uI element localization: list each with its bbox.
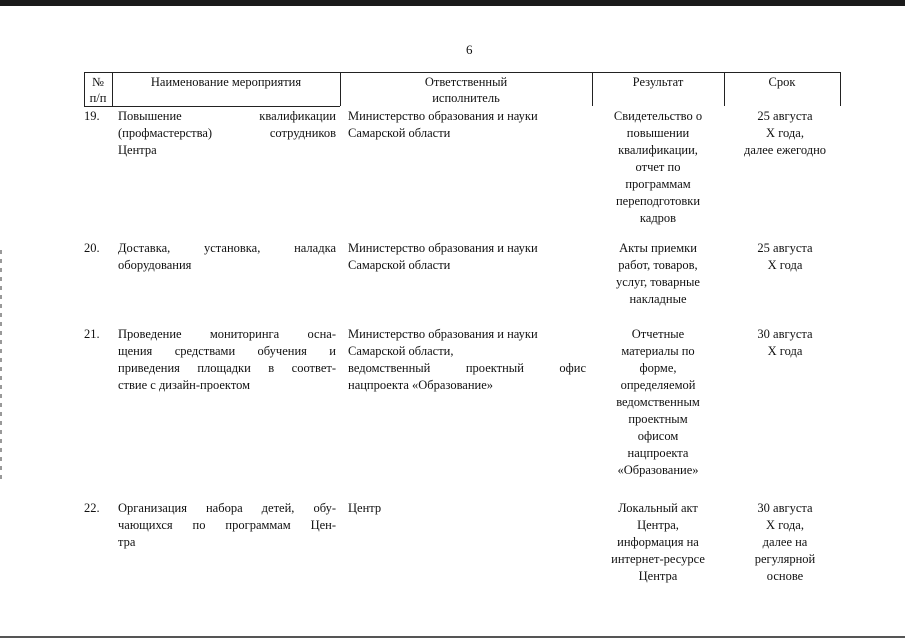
scan-bottom-border xyxy=(0,636,905,638)
page-number: 6 xyxy=(466,42,473,57)
row-deadline: 25 августа X года xyxy=(757,241,813,272)
header-name: Наименование мероприятия xyxy=(150,75,302,89)
row-responsible: Министерство образования и науки Самарской области xyxy=(348,109,538,140)
header-deadline: Срок xyxy=(768,75,796,89)
row-result: Акты приемки работ, товаров, услуг, товарные накладные xyxy=(616,241,700,306)
row-result: Отчетные материалы по форме, определяемой ведомственным проектным офисом нацпроекта «Образование» xyxy=(616,327,700,477)
row-name: Проведение мониторинга осна- щения средствами обучения и приведения площадки в соответ- ствие с дизайн-проектом xyxy=(118,327,336,392)
row-responsible: Министерство образования и науки Самарской области, ведомственный проектный офис нацпроекта «Образование» xyxy=(348,327,586,392)
row-result: Свидетельство о повышении квалификации, отчет по программам переподготовки кадров xyxy=(613,109,703,225)
header-responsible: Ответственный исполнитель xyxy=(424,75,508,105)
row-number: 22. xyxy=(84,501,100,515)
row-name: Повышение квалификации (профмастерства) сотрудников Центра xyxy=(118,109,336,157)
header-result: Результат xyxy=(632,75,684,89)
row-name: Организация набора детей, обу- чающихся по программам Цен- тра xyxy=(118,501,336,549)
row-name: Доставка, установка, наладка оборудования xyxy=(118,241,336,272)
row-deadline: 30 августа X года, далее на регулярной основе xyxy=(754,501,816,583)
row-responsible: Центр xyxy=(348,501,382,515)
scan-top-border xyxy=(0,0,905,6)
row-number: 19. xyxy=(84,109,100,123)
row-number: 21. xyxy=(84,327,100,341)
row-deadline: 30 августа X года xyxy=(757,327,813,358)
row-number: 20. xyxy=(84,241,100,255)
header-divider xyxy=(840,72,841,106)
row-result: Локальный акт Центра, информация на интернет-ресурсе Центра xyxy=(611,501,705,583)
row-deadline: 25 августа X года, далее ежегодно xyxy=(743,109,827,157)
header-bottom-rule xyxy=(84,106,340,107)
row-responsible: Министерство образования и науки Самарской области xyxy=(348,241,538,272)
header-num: № п/п xyxy=(89,75,107,105)
header-top-rule xyxy=(84,72,840,73)
scan-left-marks xyxy=(0,250,2,480)
